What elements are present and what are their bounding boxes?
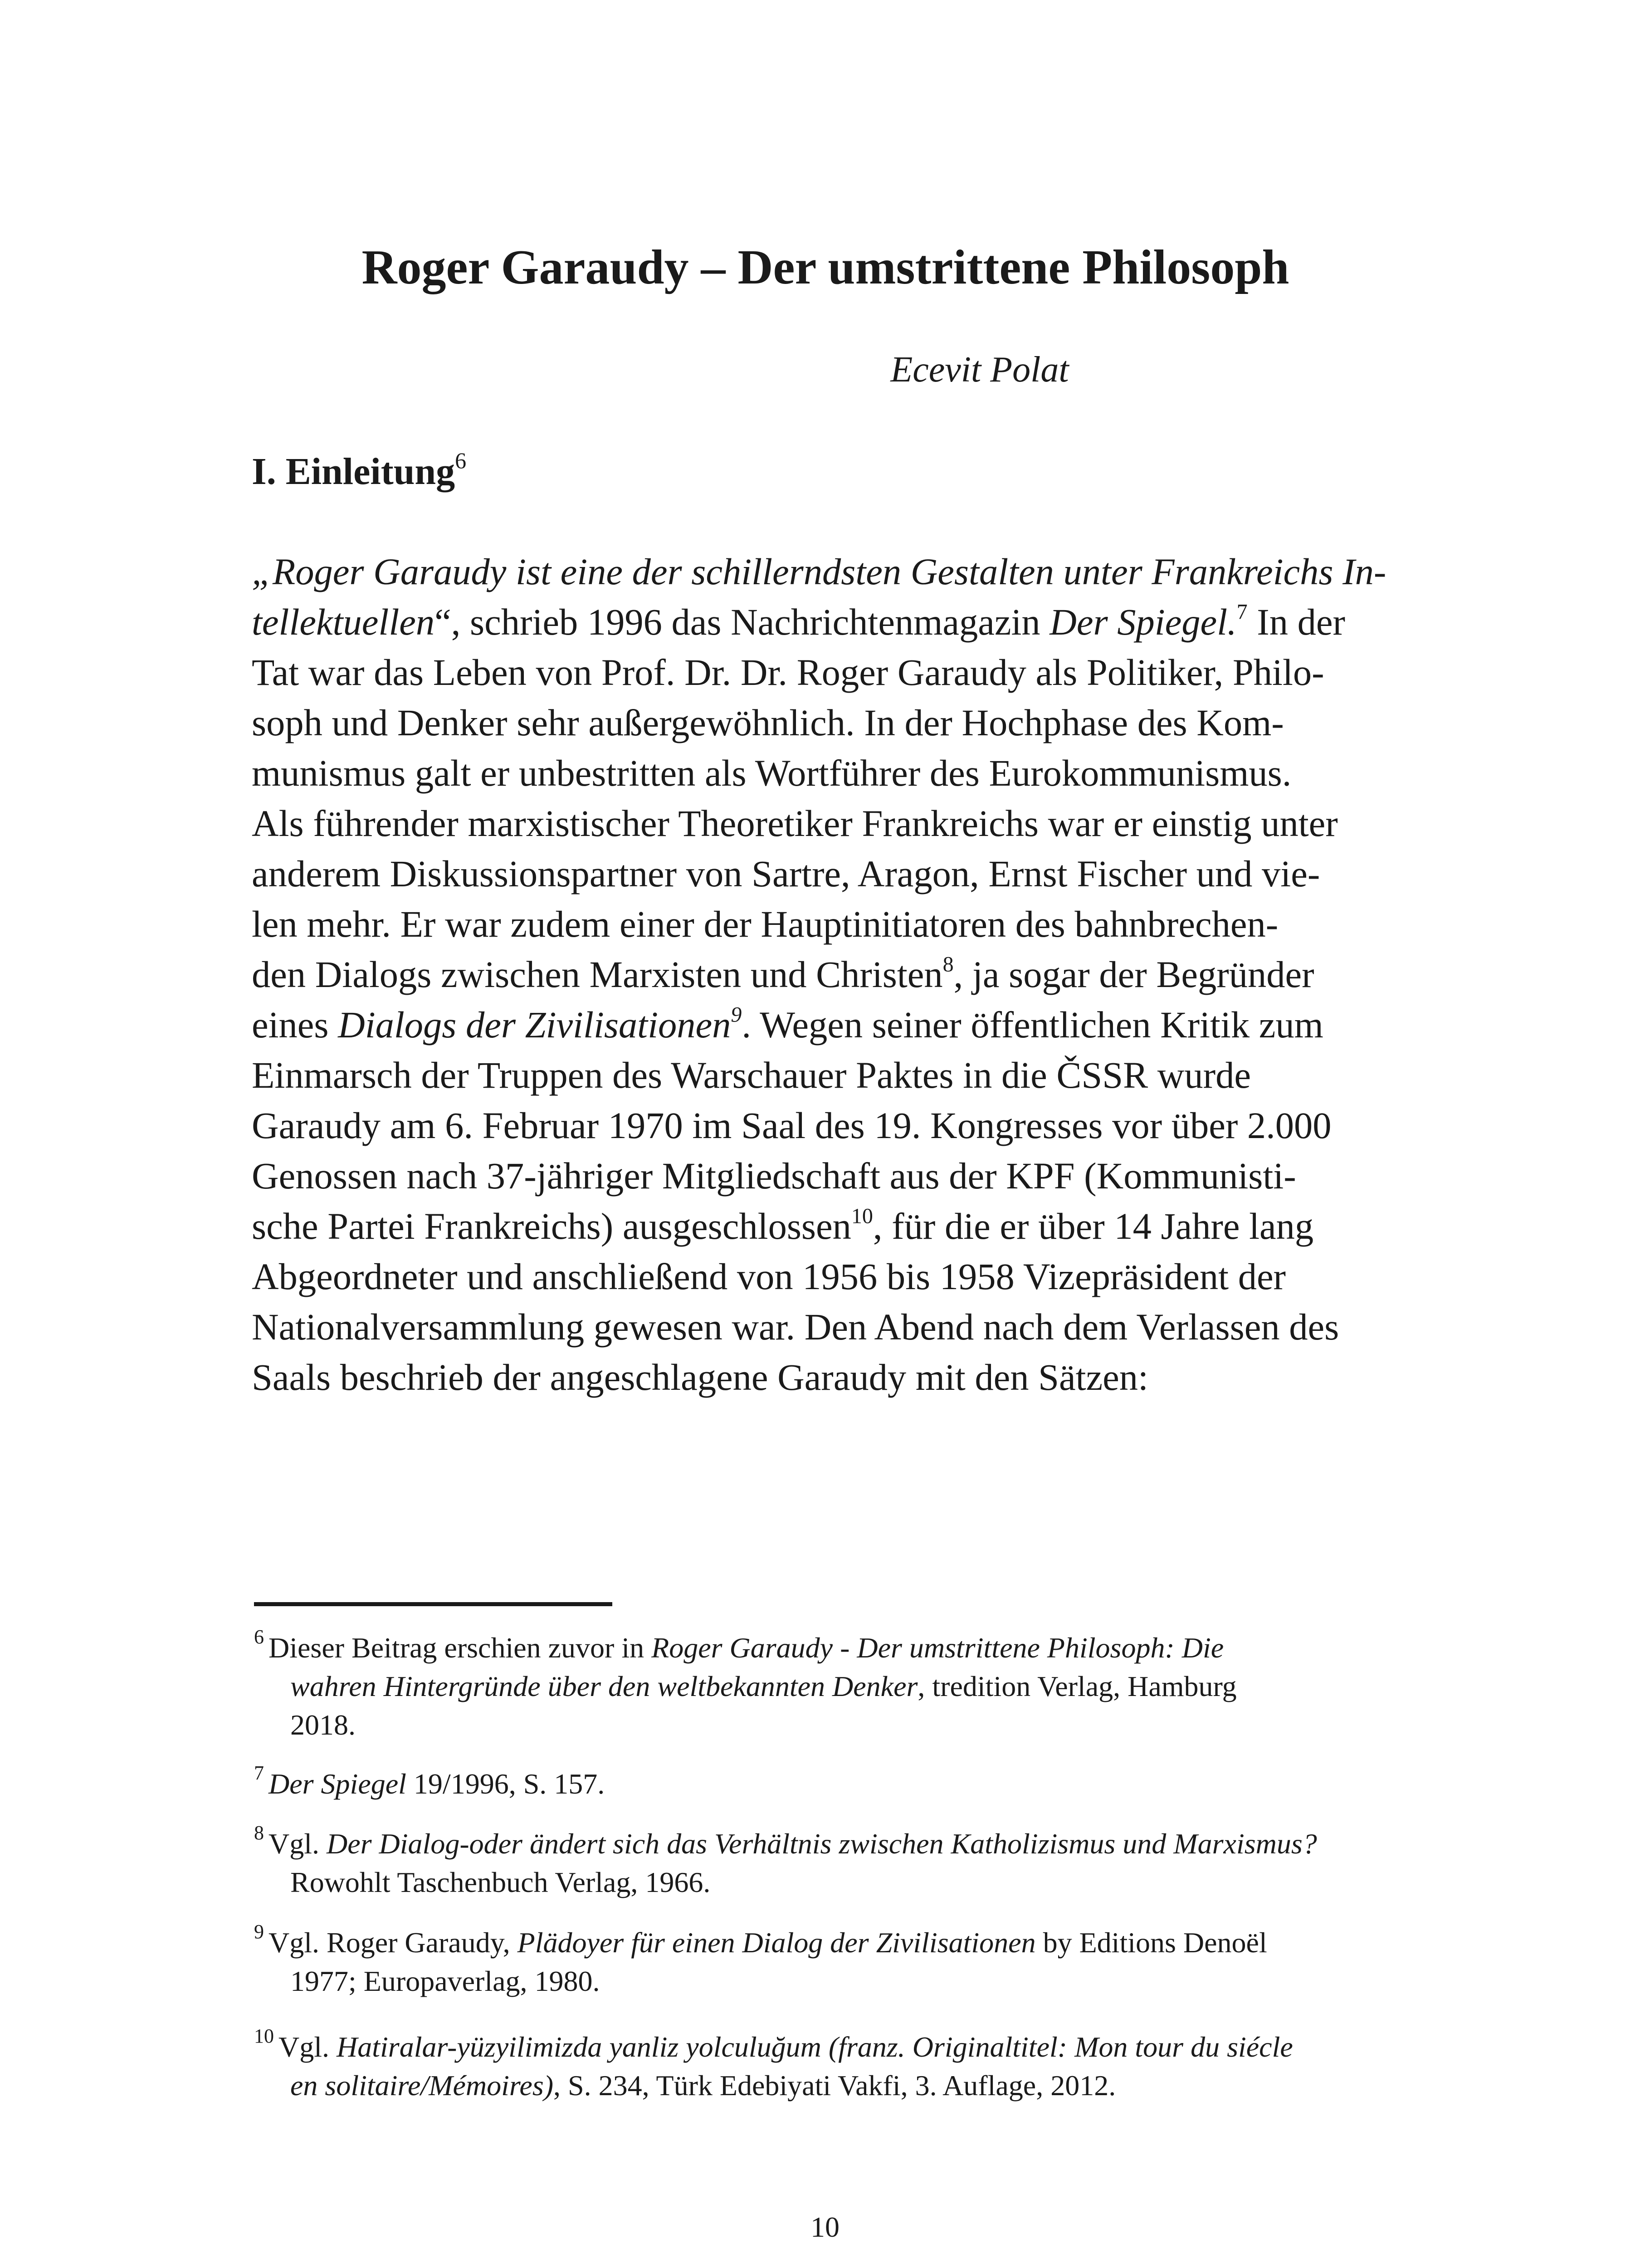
- text-line: tellektuellen“, schrieb 1996 das Nachrichtenmagazin Der Spiegel.$^7$ In der: [252, 600, 1345, 643]
- text-line: soph und Denker sehr außergewöhnlich. In der Hochphase des Kom-: [252, 702, 1284, 743]
- footnote-6: $^6$ Dieser Beitrag erschien zuvor in Roger Garaudy - Der umstrittene Philosoph: Die wahren Hintergründe über den weltbekannten Denker, tredition Verlag, Hamburg 2018.: [254, 1626, 1237, 1741]
- page-number: 10: [810, 2211, 840, 2243]
- footnote-7: $^7$ Der Spiegel 19/1996, S. 157.: [254, 1762, 605, 1800]
- text-line: Tat war das Leben von Prof. Dr. Dr. Roger Garaudy als Politiker, Philo-: [252, 651, 1324, 693]
- text-line: len mehr. Er war zudem einer der Hauptinitiatoren des bahnbrechen-: [252, 903, 1279, 945]
- text-line: Einmarsch der Truppen des Warschauer Paktes in die ČSSR wurde: [252, 1054, 1251, 1096]
- footnote-separator: [254, 1602, 612, 1606]
- footnote-ref: 9: [731, 1002, 742, 1027]
- text-line: munismus galt er unbestritten als Wortführer des Eurokommunismus.: [252, 752, 1292, 794]
- text-line: Abgeordneter und anschließend von 1956 bis 1958 Vizepräsident der: [252, 1256, 1286, 1297]
- footnote-number: 9: [254, 1921, 264, 1943]
- text-line: anderem Diskussionspartner von Sartre, Aragon, Ernst Fischer und vie-: [252, 853, 1320, 894]
- text-line: Garaudy am 6. Februar 1970 im Saal des 19. Kongresses vor über 2.000: [252, 1105, 1332, 1146]
- footnote-ref: 7: [1236, 600, 1248, 624]
- footnote-8: $^8$ Vgl. Der Dialog-oder ändert sich das Verhältnis zwischen Katholizismus und Marxismus? Rowohlt Taschenbuch Verlag, 1966.: [254, 1822, 1317, 1898]
- footnote-number: 7: [254, 1762, 264, 1784]
- footnote-ref: 10: [851, 1204, 873, 1228]
- text-line: sche Partei Frankreichs) ausgeschlossen$^{10}$, für die er über 14 Jahre lang: [252, 1204, 1314, 1247]
- footnote-ref: 8: [942, 952, 954, 977]
- text-line: Nationalversammlung gewesen war. Den Abend nach dem Verlassen des: [252, 1306, 1339, 1348]
- footnote-number: 8: [254, 1822, 264, 1844]
- body-paragraph: [252, 547, 1413, 1403]
- text-line: Als führender marxistischer Theoretiker Frankreichs war er einstig unter: [252, 802, 1338, 844]
- section-heading: [252, 447, 466, 497]
- text-line: den Dialogs zwischen Marxisten und Christen$^8$, ja sogar der Begründer: [252, 952, 1314, 995]
- section-footnote-ref: 6: [455, 448, 467, 473]
- text-line: Saals beschrieb der angeschlagene Garaudy mit den Sätzen:: [252, 1356, 1148, 1398]
- footnote-number: 10: [254, 2025, 274, 2048]
- footnote-number: 6: [254, 1626, 264, 1648]
- text-line: eines Dialogs der Zivilisationen$^9$. Wegen seiner öffentlichen Kritik zum: [252, 1002, 1323, 1046]
- page-title: Roger Garaudy – Der umstrittene Philosoph: [361, 240, 1289, 294]
- text-line: Genossen nach 37-jähriger Mitgliedschaft aus der KPF (Kommunisti-: [252, 1155, 1296, 1197]
- author-name: Ecevit Polat: [890, 350, 1069, 390]
- text-line: „Roger Garaudy ist eine der schillerndsten Gestalten unter Frankreichs In-: [252, 551, 1386, 592]
- footnote-10: $^{10}$ Vgl. Hatiralar-yüzyilimizda yanliz yolculuğum (franz. Originaltitel: Mon tour du siécle en solitaire/Mémoires), S. 234, Türk Edebiyati Vakfi, 3. Auflage, 2012.: [254, 2025, 1293, 2102]
- section-heading-text: I. Einleitung: [252, 450, 455, 493]
- footnote-9: $^9$ Vgl. Roger Garaudy, Plädoyer für einen Dialog der Zivilisationen by Editions Denoël 1977; Europaverlag, 1980.: [254, 1921, 1267, 1997]
